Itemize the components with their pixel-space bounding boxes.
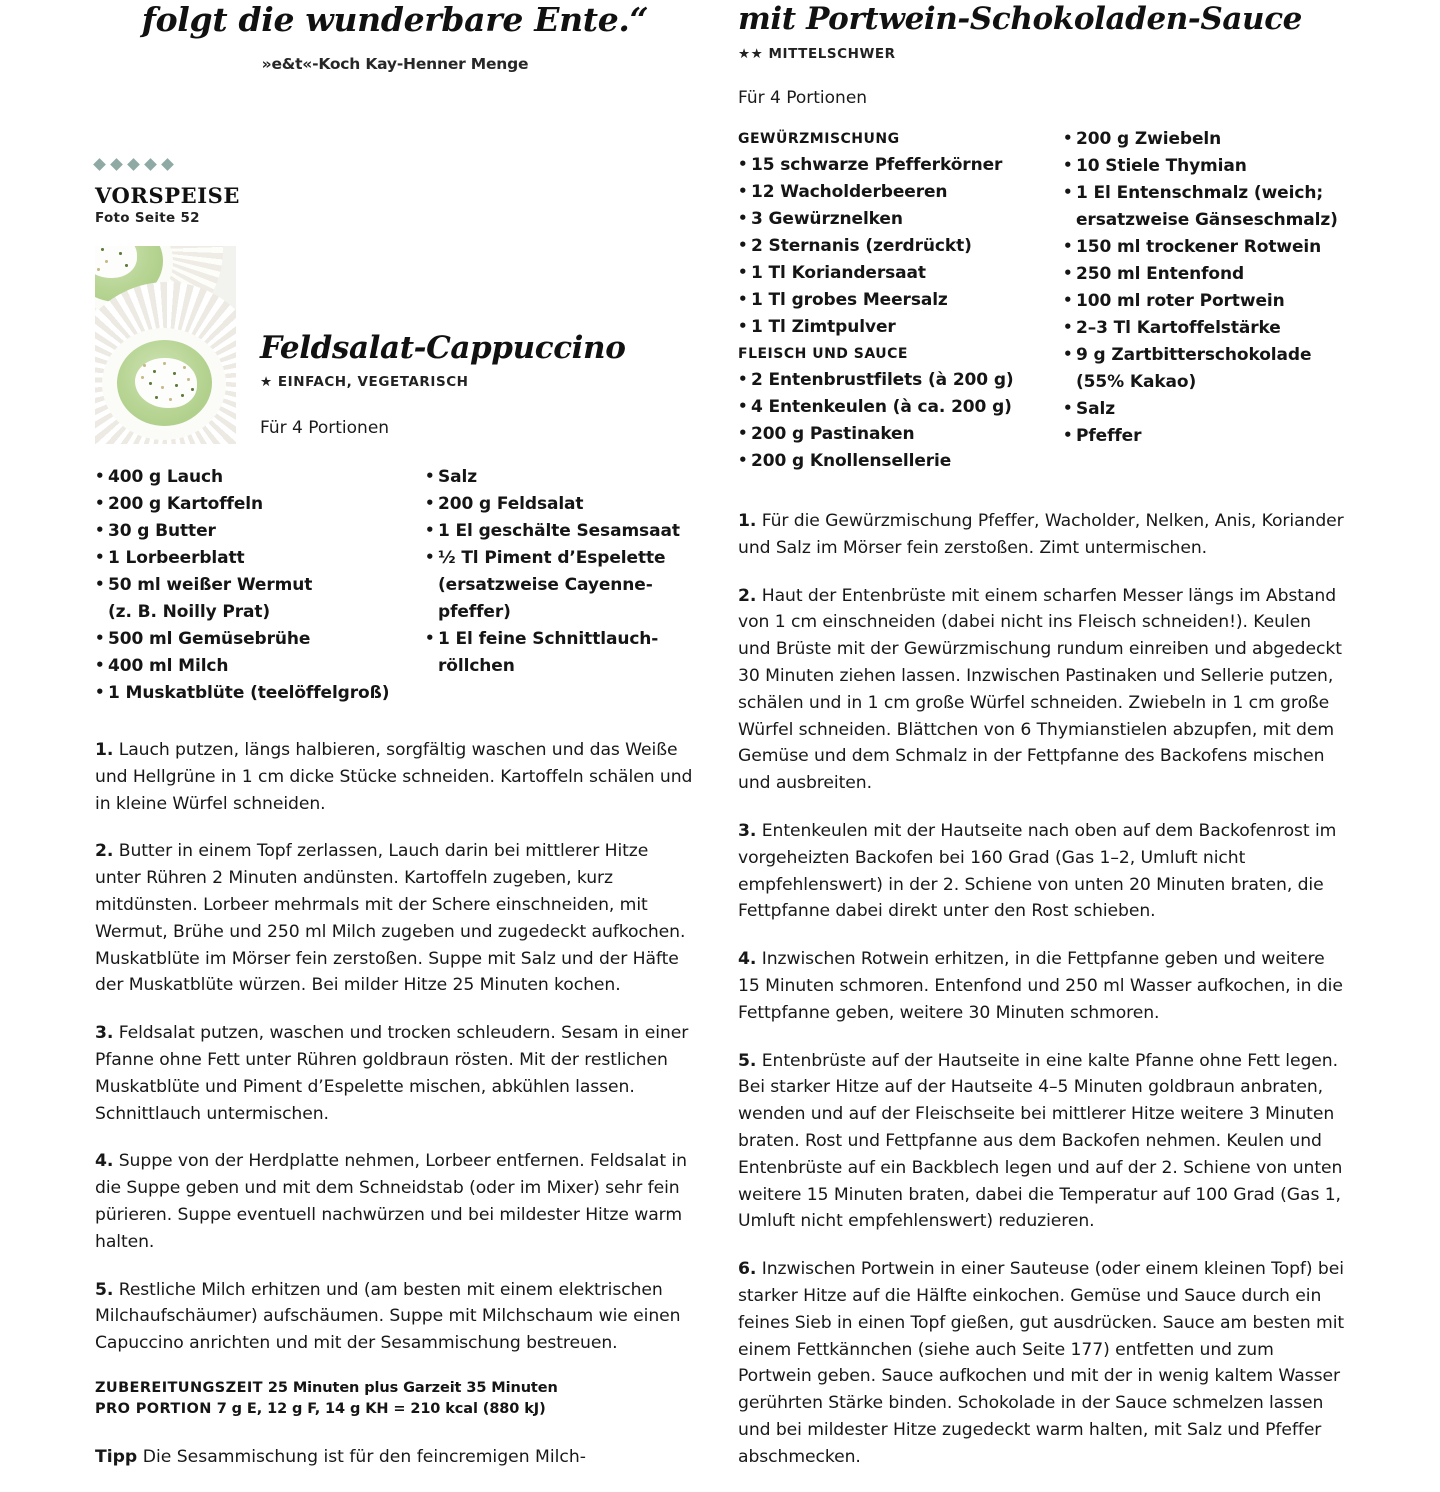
step-number: 5. [95,1279,114,1300]
ingredient-item: • 1 El Entenschmalz (weich; [1063,180,1348,207]
step-number: 2. [738,585,757,606]
ingredient-item: • 200 g Knollensellerie [738,448,1063,475]
ingredient-item: ersatzweise Gänseschmalz) [1076,210,1338,230]
diamond-icon [93,158,106,171]
meta-time-row [95,1378,695,1399]
preparation-step: 2. Haut der Entenbrüste mit einem scharfen Messer längs im Abstand von 1 cm einschneiden (dabei nicht ins Fleisch schneiden!). Keulen und Brüste mit der Gewürzmischung rundum einreiben und abgedeckt 30 Minuten ziehen lassen. Inzwischen Pastinaken und Sellerie putzen, schälen und in 1 cm große Würfel schneiden. Zwiebeln in 1 cm große Würfel schneiden. Blättchen von 6 Thymianstielen abzupfen, mit dem Gemüse und dem Schmalz in der Fettpfanne des Backofens mischen und ausbreiten. [738,585,1342,794]
right-column [738,0,1348,1492]
recipe-tip [95,1444,695,1471]
preparation-step: 3. Feldsalat putzen, waschen und trocken schleudern. Sesam in einer Pfanne ohne Fett unter Rühren goldbraun rösten. Mit der restlichen Muskatblüte und Piment d’Espelette mischen, abkühlen lassen. Schnittlauch untermischen. [95,1023,689,1124]
ingredient-item: • 200 g Kartoffeln [95,491,425,518]
ingredient-item: • 100 ml roter Portwein [1063,288,1348,315]
ingredient-item: • 1 Lorbeerblatt [95,545,425,572]
ingredients-column-2 [425,464,695,707]
meta-time-value: 25 Minuten plus Garzeit 35 Minuten [267,1379,558,1396]
ingredients-section [738,126,1348,475]
preparation-step: 5. Entenbrüste auf der Hautseite in eine kalte Pfanne ohne Fett legen. Bei starker Hitze auf der Hautseite 4–5 Minuten goldbraun anbraten, wenden und auf der Fleischseite bei mittlerer Hitze weitere 3 Minuten braten. Rost und Fettpfanne aus dem Backofen nehmen. Keulen und Entenbrüste auf ein Backblech legen und auf der 2. Schiene von unten weitere 15 Minuten braten, dabei die Temperatur auf 100 Grad (Gas 1, Umluft nicht empfehlenswert) reduzieren. [738,1050,1343,1232]
ingredient-list [738,152,1063,341]
step-number: 4. [738,949,757,970]
ingredient-item: • 12 Wacholderbeeren [738,179,1063,206]
ingredient-item: • 9 g Zartbitterschokolade [1063,342,1348,369]
recipe-portions: Für 4 Portionen [260,418,390,438]
diamond-icon [127,158,140,171]
meta-nutrition-row [95,1399,695,1420]
recipe-title: Feldsalat-Cappuccino [260,330,626,366]
preparation-steps [738,508,1348,1471]
ingredient-item: • 15 schwarze Pfefferkörner [738,152,1063,179]
ingredients-section [95,464,695,707]
page-headline: folgt die wunderbare Ente.“ [141,0,649,39]
ingredient-list [1063,126,1348,450]
ingredient-item: • 150 ml trockener Rotwein [1063,234,1348,261]
ingredients-column-1 [95,464,425,707]
diamond-icon [144,158,157,171]
ingredient-list [95,464,425,707]
preparation-step: 1. Für die Gewürzmischung Pfeffer, Wacholder, Nelken, Anis, Koriander und Salz im Mörser fein zerstoßen. Zimt untermischen. [738,511,1344,558]
ingredient-item: • 50 ml weißer Wermut [95,572,425,599]
recipe-header-row [95,246,695,446]
ingredient-item: • 1 Tl Koriandersaat [738,260,1063,287]
ingredient-item: (ersatzweise Cayenne- [438,575,653,595]
section-diamond-markers [95,160,695,169]
step-number: 3. [738,820,757,841]
section-label: VORSPEISE [95,183,241,208]
tip-text: Die Sesammischung ist für den feincremigen Milch- [142,1446,586,1467]
ingredient-item: • Pfeffer [1063,423,1348,450]
recipe-difficulty-tag: ★ EINFACH, VEGETARISCH [260,374,469,390]
meta-nutrition-value: 7 g E, 12 g F, 14 g KH = 210 kcal (880 kJ) [216,1400,546,1417]
ingredient-item: • 200 g Feldsalat [425,491,695,518]
ingredient-item: • ½ Tl Piment d’Espelette [425,545,695,572]
ingredient-item: • 2 Entenbrustfilets (à 200 g) [738,367,1063,394]
preparation-steps [95,737,695,1357]
ingredients-column-1 [738,126,1063,475]
meta-time-label: ZUBEREITUNGSZEIT [95,1379,263,1396]
ingredient-item: pfeffer) [438,602,511,622]
headline-byline: »e&t«-Koch Kay-Henner Menge [261,55,529,73]
preparation-step: 1. Lauch putzen, längs halbieren, sorgfältig waschen und das Weiße und Hellgrüne in 1 cm dicke Stücke schneiden. Kartoffeln schälen und in kleine Würfel schneiden. [95,740,693,814]
diamond-icon [110,158,123,171]
ingredient-item: • Salz [1063,396,1348,423]
ingredient-item: • 500 ml Gemüsebrühe [95,626,425,653]
ingredient-group-label: GEWÜRZMISCHUNG [738,131,900,147]
left-column [95,0,695,1471]
ingredient-item: • 30 g Butter [95,518,425,545]
step-number: 6. [738,1259,757,1280]
ingredient-item: • 2 Sternanis (zerdrückt) [738,233,1063,260]
ingredient-item: • Salz [425,464,695,491]
ingredients-column-2 [1063,126,1348,475]
ingredient-item: röllchen [438,656,515,676]
ingredient-item: • 1 Tl grobes Meersalz [738,287,1063,314]
preparation-step: 3. Entenkeulen mit der Hautseite nach oben auf dem Backofenrost im vorgeheizten Backofen bei 160 Grad (Gas 1–2, Umluft nicht empfehlenswert) in der 2. Schiene von unten 20 Minuten braten, die Fettpfanne dabei direkt unter den Rost schieben. [738,820,1337,922]
ingredient-item: • 1 Muskatblüte (teelöffelgroß) [95,680,425,707]
step-number: 2. [95,841,114,862]
step-number: 5. [738,1050,757,1071]
recipe-portions: Für 4 Portionen [738,88,868,108]
ingredient-item: (z. B. Noilly Prat) [108,602,271,622]
recipe-title: mit Portwein-Schokoladen-Sauce [738,1,1302,37]
diamond-icon [161,158,174,171]
ingredient-item: • 10 Stiele Thymian [1063,153,1348,180]
ingredient-item: (55% Kakao) [1076,372,1197,392]
preparation-step: 4. Inzwischen Rotwein erhitzen, in die Fettpfanne geben und weitere 15 Minuten schmoren. Entenfond und 250 ml Wasser aufkochen, in die Fettpfanne geben, weitere 30 Minuten schmoren. [738,949,1343,1023]
recipe-heading-block [260,246,690,438]
ingredient-item: • 2–3 Tl Kartoffelstärke [1063,315,1348,342]
ingredient-item: • 4 Entenkeulen (à ca. 200 g) [738,394,1063,421]
preparation-step: 5. Restliche Milch erhitzen und (am besten mit einem elektrischen Milchaufschäumer) aufschäumen. Suppe mit Milchschaum wie einen Capuccino anrichten und mit der Sesammischung bestreuen. [95,1279,681,1354]
step-number: 1. [95,740,114,760]
tip-label: Tipp [95,1446,138,1467]
ingredient-item: • 200 g Pastinaken [738,421,1063,448]
meta-nutrition-label: PRO PORTION [95,1400,212,1417]
ingredient-item: • 1 Tl Zimtpulver [738,314,1063,341]
ingredient-list [425,464,695,680]
ingredient-item: • 250 ml Entenfond [1063,261,1348,288]
ingredient-item: • 1 El geschälte Sesamsaat [425,518,695,545]
ingredient-item: • 3 Gewürznelken [738,206,1063,233]
recipe-difficulty-tag: ★★ MITTELSCHWER [738,46,896,62]
preparation-step: 6. Inzwischen Portwein in einer Sauteuse (oder einem kleinen Topf) bei starker Hitze auf die Hälfte einkochen. Gemüse und Sauce durch ein feines Sieb in einen Topf gießen, gut ausdrücken. Sauce am besten mit einem Fettkännchen (siehe auch Seite 177) entfetten und zum Portwein geben. Sauce aufkochen und mit der in wenig kaltem Wasser gerührten Stärke binden. Schokolade in der Sauce schmelzen lassen und bei mildester Hitze zugedeckt warm halten, mit Salz und Pfeffer abschmecken. [738,1259,1345,1467]
step-number: 3. [95,1023,114,1044]
recipe-photo [95,246,236,444]
recipe-meta [95,1378,695,1420]
ingredient-item: • 200 g Zwiebeln [1063,126,1348,153]
preparation-step: 2. Butter in einem Topf zerlassen, Lauch darin bei mittlerer Hitze unter Rühren 2 Minuten andünsten. Kartoffeln zugeben, kurz mitdünsten. Lorbeer mehrmals mit der Schere einschneiden, mit Wermut, Brühe und 250 ml Milch zugeben und zugedeckt aufkochen. Muskatblüte im Mörser fein zerstoßen. Suppe mit Salz und der Häfte der Muskatblüte würzen. Bei milder Hitze 25 Minuten kochen. [95,841,686,996]
ingredient-item: • 400 ml Milch [95,653,425,680]
ingredient-list [738,367,1063,475]
step-number: 4. [95,1151,114,1172]
ingredient-item: • 400 g Lauch [95,464,425,491]
ingredient-group-label: FLEISCH UND SAUCE [738,346,908,362]
ingredient-item: • 1 El feine Schnittlauch- [425,626,695,653]
step-number: 1. [738,511,757,531]
preparation-step: 4. Suppe von der Herdplatte nehmen, Lorbeer entfernen. Feldsalat in die Suppe geben und mit dem Schneidstab (oder im Mixer) sehr fein pürieren. Suppe eventuell nachwürzen und bei mildester Hitze warm halten. [95,1151,687,1252]
section-photo-reference: Foto Seite 52 [95,210,200,226]
